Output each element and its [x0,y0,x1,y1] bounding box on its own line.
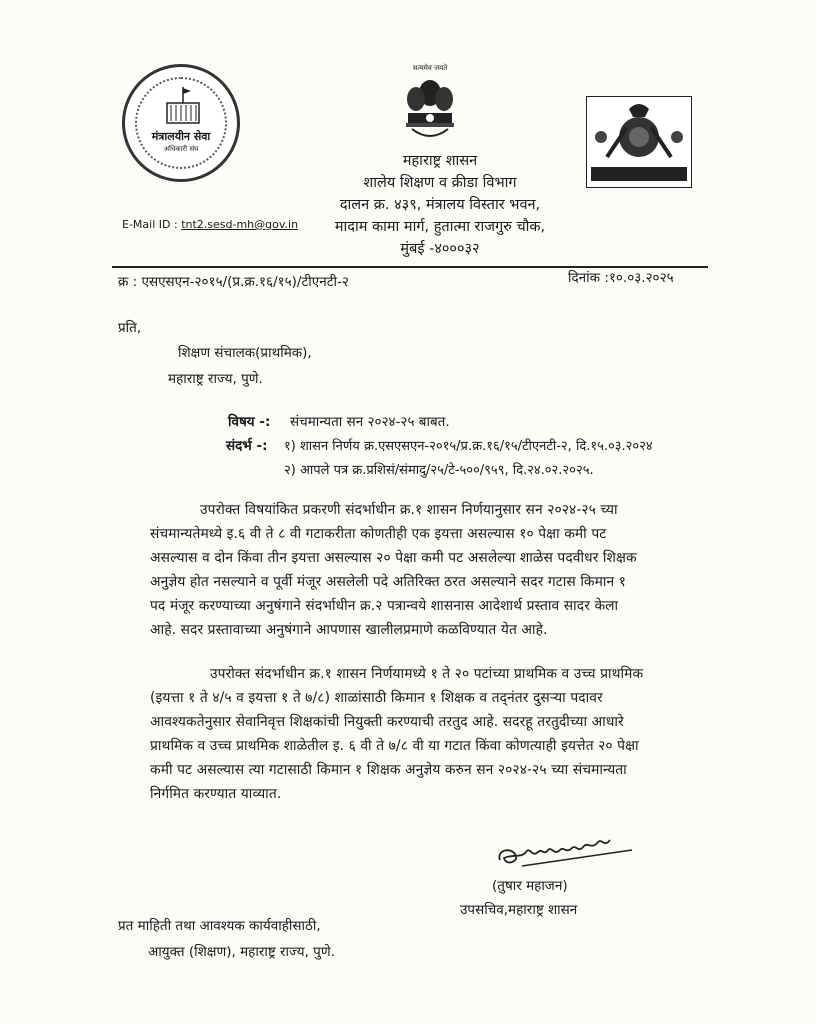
reference-item-1: १) शासन निर्णय क्र.एसएसएन-२०१५/प्र.क्र.१६/१५/टीएनटी-२, दि.१५.०३.२०२४ [284,439,653,454]
para2-line: उपरोक्त संदर्भाधीन क्र.१ शासन निर्णयामध्ये १ ते २० पटांच्या प्राथमिक व उच्च प्राथमिक [210,666,644,682]
recipient-line-2: महाराष्ट्र राज्य, पुणे. [168,371,263,387]
email-label: E-Mail ID : [122,218,178,231]
letterhead-line-3: दालन क्र. ४३९, मंत्रालय विस्तार भवन, [339,197,541,213]
building-icon [163,85,203,127]
lion-capital-icon [398,73,462,149]
salutation: प्रति, [118,320,142,336]
crest-icon [587,97,691,187]
para2-line: कमी पट असल्यास त्या गटासाठी किमान १ शिक्षक अनुज्ञेय करुन सन २०२४-२५ च्या संचमान्यता [150,762,627,778]
references-label: संदर्भ -: [226,438,268,454]
subject-label: विषय -: [228,414,271,430]
copy-to-line-2: आयुक्त (शिक्षण), महाराष्ट्र राज्य, पुणे. [148,944,335,960]
para1-line: अनुज्ञेय होत नसल्याने व पूर्वी मंजूर असलेली पदे अतिरिक्त ठरत असल्याने सदर गटास किमान १ [150,574,627,590]
seal-title: मंत्रालयीन सेवा [151,130,211,143]
letterhead-line-4: मादाम कामा मार्ग, हुतात्मा राजगुरु चौक, [334,219,546,235]
email-line [122,218,298,231]
signatory-name: (तुषार महाजन) [492,878,568,894]
subject-text: संचमान्यता सन २०२४-२५ बाबत. [290,414,450,430]
letterhead-line-5: मुंबई -४०००३२ [400,241,480,257]
para1-line: पद मंजूर करण्याच्या अनुषंगाने संदर्भाधीन क्र.२ पत्रान्वये शासनास आदेशार्थ प्रस्ताव सादर केला [150,598,619,614]
copy-to-line-1: प्रत माहिती तथा आवश्यक कार्यवाहीसाठी, [118,918,321,934]
emblem-caption: सत्यमेव जयते [412,64,448,72]
para2-line: प्राथमिक व उच्च प्राथमिक शाळेतील इ. ६ वी ते ७/८ वी या गटात किंवा कोणत्याही इयत्तेत २० पेक्षा [150,738,639,754]
letterhead-block [300,150,580,260]
letterhead-line-2: शालेय शिक्षण व क्रीडा विभाग [363,175,517,191]
right-department-logo [586,96,692,188]
reference-item-2: २) आपले पत्र क्र.प्रशिसं/संमादु/२५/टे-५००/९५९, दि.२४.०२.२०२५. [284,463,594,478]
recipient-line-1: शिक्षण संचालक(प्राथमिक), [178,345,312,361]
handwritten-signature [492,828,642,874]
national-emblem [398,64,462,150]
para1-line: आहे. सदर प्रस्तावाच्या अनुषंगाने आपणास खालीलप्रमाणे कळविण्यात येत आहे. [150,622,548,638]
para2-line: निर्गमित करण्यात याव्यात. [150,786,282,802]
signatory-designation: उपसचिव,महाराष्ट्र शासन [460,902,578,918]
left-seal-logo [122,64,240,182]
seal-subtitle: अधिकारी संघ [163,145,199,153]
letterhead-line-1: महाराष्ट्र शासन [402,153,478,169]
para1-line: उपरोक्त विषयांकित प्रकरणी संदर्भाधीन क्र.१ शासन निर्णयानुसार सन २०२४-२५ च्या [200,502,618,518]
para1-line: संचमान्यतेमध्ये इ.६ वी ते ८ वी गटाकरीता कोणतीही एक इयत्ता असल्यास १० पेक्षा कमी पट [150,526,607,542]
para2-line: (इयत्ता १ ते ४/५ व इयत्ता १ ते ७/८) शाळांसाठी किमान १ शिक्षक व तद्नंतर दुसऱ्या पदावर [150,690,603,706]
para1-line: असल्यास व दोन किंवा तीन इयत्ता असल्यास २० पेक्षा कमी पट असलेल्या शाळेस पदवीधर शिक्षक [150,550,637,566]
reference-number: क्र : एसएसएन-२०१५/(प्र.क्र.१६/१५)/टीएनटी-२ [118,274,349,290]
email-address-link[interactable]: tnt2.sesd-mh@gov.in [181,218,299,231]
para2-line: आवश्यकतेनुसार सेवानिवृत्त शिक्षकांची नियुक्ती करण्याची तरतुद आहे. सदरहू तरतुदीच्या आधारे [150,714,624,730]
body-paragraph-2 [150,662,720,806]
letter-date: दिनांक :१०.०३.२०२५ [568,270,674,286]
body-paragraph-1 [150,498,720,642]
